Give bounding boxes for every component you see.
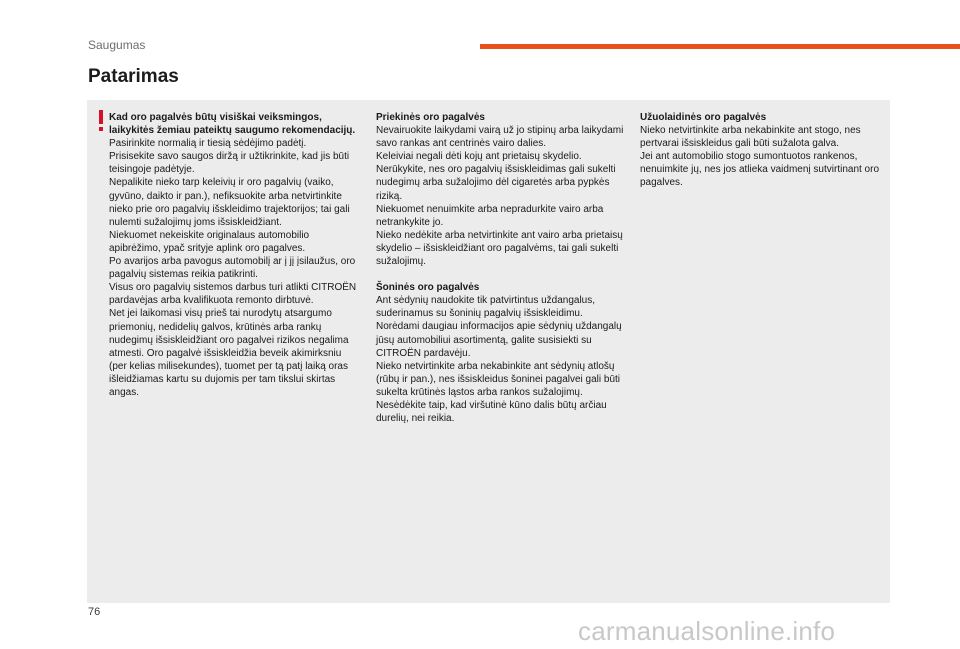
curtain-line: Jei ant automobilio stogo sumontuotos rankenos, nenuimkite jų, nes jos atlieka vaidmenį sutvirtinant oro pagalves. [640, 151, 880, 189]
front-airbags-heading: Priekinės oro pagalvės [376, 112, 485, 123]
side-line: Ant sėdynių naudokite tik patvirtintus uždangalus, suderinamus su šoninių pagalvių išsiskleidimu. Norėdami daugiau informacijos apie sėdynių uždangalų jūsų automobiliui asortimentą, galite susisiekti su CITROËN pardavėju. [376, 295, 622, 359]
column-front-side [376, 111, 624, 425]
front-line: Nevairuokite laikydami vairą už jo stipinų arba laikydami savo rankas ant centrinės vairo dalies. [376, 125, 624, 150]
section-accent-line [480, 44, 960, 49]
general-heading: Kad oro pagalvės būtų visiškai veiksmingos, laikykitės žemiau pateiktų saugumo rekomendacijų. [109, 112, 356, 137]
advice-panel [87, 100, 890, 603]
watermark: carmanualsonline.info [578, 616, 836, 646]
front-line: Keleiviai negali dėti kojų ant prietaisų skydelio. [376, 151, 582, 163]
general-line: Net jei laikomasi visų prieš tai nurodytų atsargumo priemonių, nedidelių galvos, krūtinės arba rankų nudegimų išsiskleidžiant oro pagalvei rizikos negalima atmesti. Oro pagalvė išsiskleidžia beveik akimirksniu (per kelias milisekundes), tuomet per tą patį laiką oras išleidžiamas kartu su dujomis per tam tikslui skirtas angas. [109, 308, 349, 398]
general-line: Po avarijos arba pavogus automobilį ar į jį įsilaužus, oro pagalvių sistemas reikia patikrinti. [109, 256, 356, 281]
page-title: Patarimas [88, 66, 179, 87]
general-line: Pasirinkite normalią ir tiesią sėdėjimo padėtį. [109, 138, 307, 150]
exclamation-icon [95, 110, 107, 132]
section-label: Saugumas [88, 38, 146, 52]
front-line: Nieko nedėkite arba netvirtinkite ant vairo arba prietaisų skydelio – išsiskleidžiant oro pagalvėms, tai gali sukelti sužalojimų. [376, 229, 623, 268]
front-line: Nerūkykite, nes oro pagalvių išsiskleidimas gali sukelti nudegimų arba sužalojimo dėl cigaretės arba pypkės riziką. [376, 164, 616, 202]
curtain-line: Nieko netvirtinkite arba nekabinkite ant stogo, nes pertvarai išsiskleidus gali būti sužalota galva. [640, 125, 861, 150]
page-number: 76 [88, 606, 101, 618]
general-line: Niekuomet nekeiskite originalaus automobilio apibrėžimo, ypač srityje aplink oro pagalves. [109, 229, 310, 254]
column-general [109, 111, 357, 399]
general-line: Nepalikite nieko tarp keleivių ir oro pagalvių (vaiko, gyvūno, daikto ir pan.), nefiksuokite arba netvirtinkite nieko prie oro pagalvių išskleidimo trajektorijos; tai gali nulemti sužalojimų joms išsiskleidžiant. [109, 177, 350, 228]
general-line: Visus oro pagalvių sistemos darbus turi atlikti CITROËN pardavėjas arba kvalifikuota remonto dirbtuvė. [109, 282, 357, 307]
column-curtain [640, 111, 888, 190]
side-line: Nesėdėkite taip, kad viršutinė kūno dalis būtų arčiau durelių, nei reikia. [376, 399, 607, 425]
curtain-airbags-heading: Užuolaidinės oro pagalvės [640, 112, 767, 123]
general-line: Prisisekite savo saugos diržą ir užtikrinkite, kad jis būti teisingoje padėtyje. [109, 151, 350, 176]
front-line: Niekuomet nenuimkite arba nepradurkite vairo arba netrankykite jo. [376, 203, 604, 228]
side-line: Nieko netvirtinkite arba nekabinkite ant sėdynių atlošų (rūbų ir pan.), nes išsiskleidus šoninei pagalvei gali būti sukelta krūtinės ląstos arba rankos sužalojimų. [376, 360, 621, 398]
side-airbags-heading: Šoninės oro pagalvės [376, 282, 480, 294]
